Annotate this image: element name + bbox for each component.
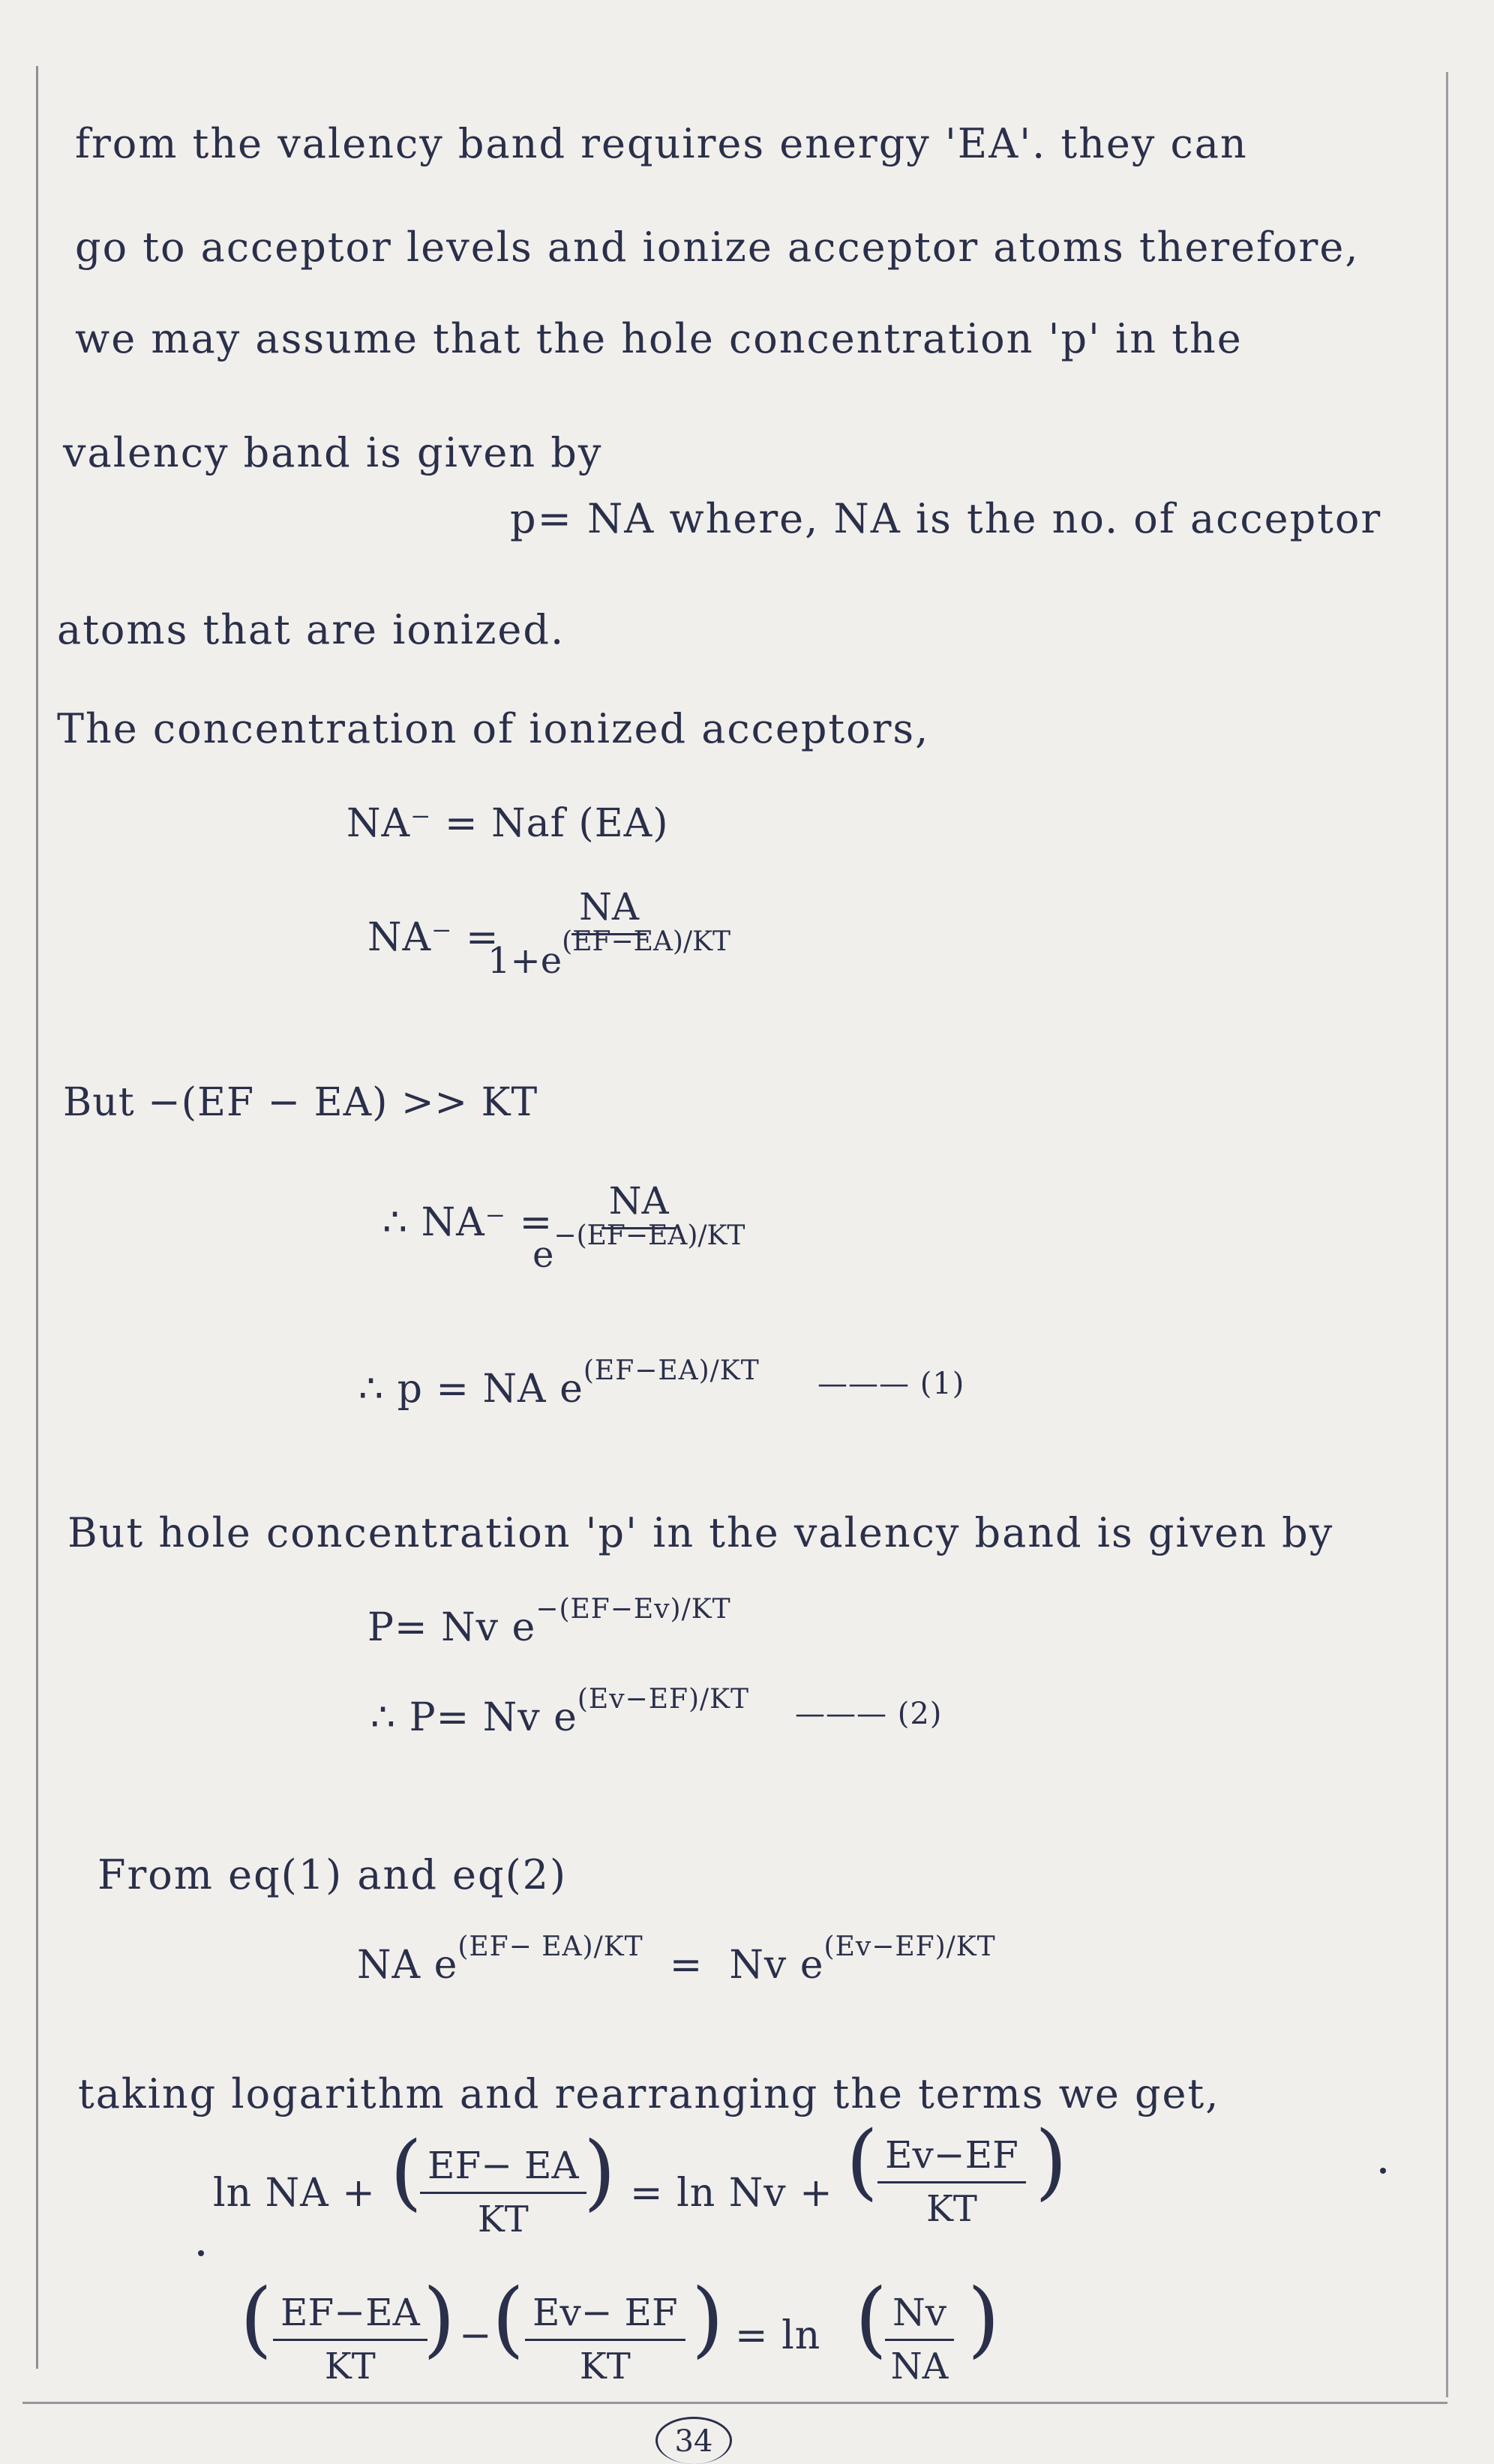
equation-equate	[357, 1931, 996, 1988]
equation-na-fermi: NA⁻ = Naf (EA)	[346, 801, 669, 846]
equation-na2-lhs: NA⁻ =	[368, 915, 500, 960]
last-f2-denominator: KT	[579, 2345, 631, 2387]
text-line: valency band is given by	[63, 429, 603, 476]
close-paren: )	[692, 2270, 724, 2366]
ln-lhs: ln NA +	[213, 2171, 376, 2216]
eq-p2-base: P= Nv e	[368, 1605, 536, 1650]
stray-mark	[198, 2250, 204, 2256]
last-f3-denominator: NA	[890, 2345, 949, 2387]
text-line: we may assume that the hole concentration 'p' in the	[75, 315, 1243, 362]
equation-1-label: ——— (1)	[818, 1367, 965, 1401]
last-fraction-1	[273, 2291, 428, 2387]
equation-3-fraction	[532, 1179, 745, 1276]
eq1-exponent: (EF−EA)/KT	[583, 1355, 760, 1386]
eq-lhs-base: NA e	[357, 1943, 458, 1988]
text-line: p= NA where, NA is the no. of acceptor	[510, 495, 1382, 542]
close-paren: )	[423, 2270, 455, 2366]
last-equals: = ln	[735, 2313, 821, 2358]
equation-1	[358, 1355, 760, 1412]
ln-fraction-2	[878, 2133, 1026, 2230]
ln-f2-numerator: Ev−EF	[878, 2133, 1026, 2183]
open-paren: (	[390, 2123, 422, 2219]
equation-3-numerator: NA	[602, 1179, 676, 1229]
close-paren: )	[968, 2270, 1000, 2366]
text-line: But hole concentration 'p' in the valency band is given by	[68, 1509, 1334, 1556]
equation-3-denominator	[532, 1220, 746, 1276]
equation-na2-numerator: NA	[572, 885, 646, 935]
open-paren: (	[846, 2113, 878, 2209]
last-f3-numerator: Nv	[885, 2291, 954, 2341]
text-line: from the valency band requires energy 'EA'. they can	[75, 120, 1248, 167]
eq2-base: ∴ P= Nv e	[370, 1695, 578, 1740]
ln-f1-denominator: KT	[477, 2198, 529, 2240]
ln-equals: = ln Nv +	[630, 2171, 833, 2216]
den-base: e	[532, 1234, 554, 1276]
eq-lhs-exponent: (EF− EA)/KT	[458, 1931, 644, 1962]
last-fraction-2	[525, 2291, 686, 2387]
ln-fraction-1	[420, 2144, 586, 2240]
equation-na2-denominator	[488, 926, 730, 982]
ln-f1-numerator: EF− EA	[420, 2144, 586, 2194]
text-line: taking logarithm and rearranging the terms we get,	[78, 2070, 1220, 2117]
close-paren: )	[1035, 2113, 1067, 2209]
last-f2-numerator: Ev− EF	[525, 2291, 686, 2341]
open-paren: (	[240, 2270, 272, 2366]
equation-2	[370, 1684, 750, 1740]
equals-sign: =	[669, 1943, 704, 1988]
eq-rhs-base: Nv e	[729, 1943, 824, 1988]
text-line: From eq(1) and eq(2)	[98, 1851, 568, 1898]
close-paren: )	[584, 2123, 616, 2219]
left-margin-line	[36, 66, 38, 2369]
equation-3-lhs: ∴ NA⁻ =	[382, 1200, 554, 1245]
stray-mark	[1380, 2168, 1386, 2174]
open-paren: (	[855, 2270, 887, 2366]
last-f1-denominator: KT	[324, 2345, 376, 2387]
equation-2-label: ——— (2)	[795, 1697, 943, 1731]
text-line: The concentration of ionized acceptors,	[57, 705, 930, 752]
right-margin-line	[1446, 72, 1448, 2397]
last-f1-numerator: EF−EA	[273, 2291, 428, 2341]
page-number: 34	[656, 2417, 732, 2464]
text-line: go to acceptor levels and ionize acceptor atoms therefore,	[75, 224, 1360, 271]
eq1-base: ∴ p = NA e	[358, 1367, 584, 1412]
eq-rhs-exponent: (Ev−EF)/KT	[824, 1931, 996, 1962]
text-line: atoms that are ionized.	[57, 606, 566, 653]
last-fraction-3	[885, 2291, 954, 2387]
condition-line: But −(EF − EA) >> KT	[63, 1080, 538, 1125]
den-exponent: (EF−EA)/KT	[562, 926, 730, 957]
minus-sign: −	[459, 2313, 493, 2358]
equation-p2	[368, 1594, 731, 1650]
den-base: 1+e	[488, 940, 562, 982]
den-exponent: −(EF−EA)/KT	[554, 1220, 746, 1251]
eq2-exponent: (Ev−EF)/KT	[577, 1684, 750, 1715]
open-paren: (	[492, 2270, 524, 2366]
ln-f2-denominator: KT	[926, 2188, 977, 2230]
bottom-margin-line	[22, 2402, 1448, 2404]
equation-na2-fraction	[488, 885, 730, 982]
eq-p2-exponent: −(EF−Ev)/KT	[536, 1594, 731, 1625]
